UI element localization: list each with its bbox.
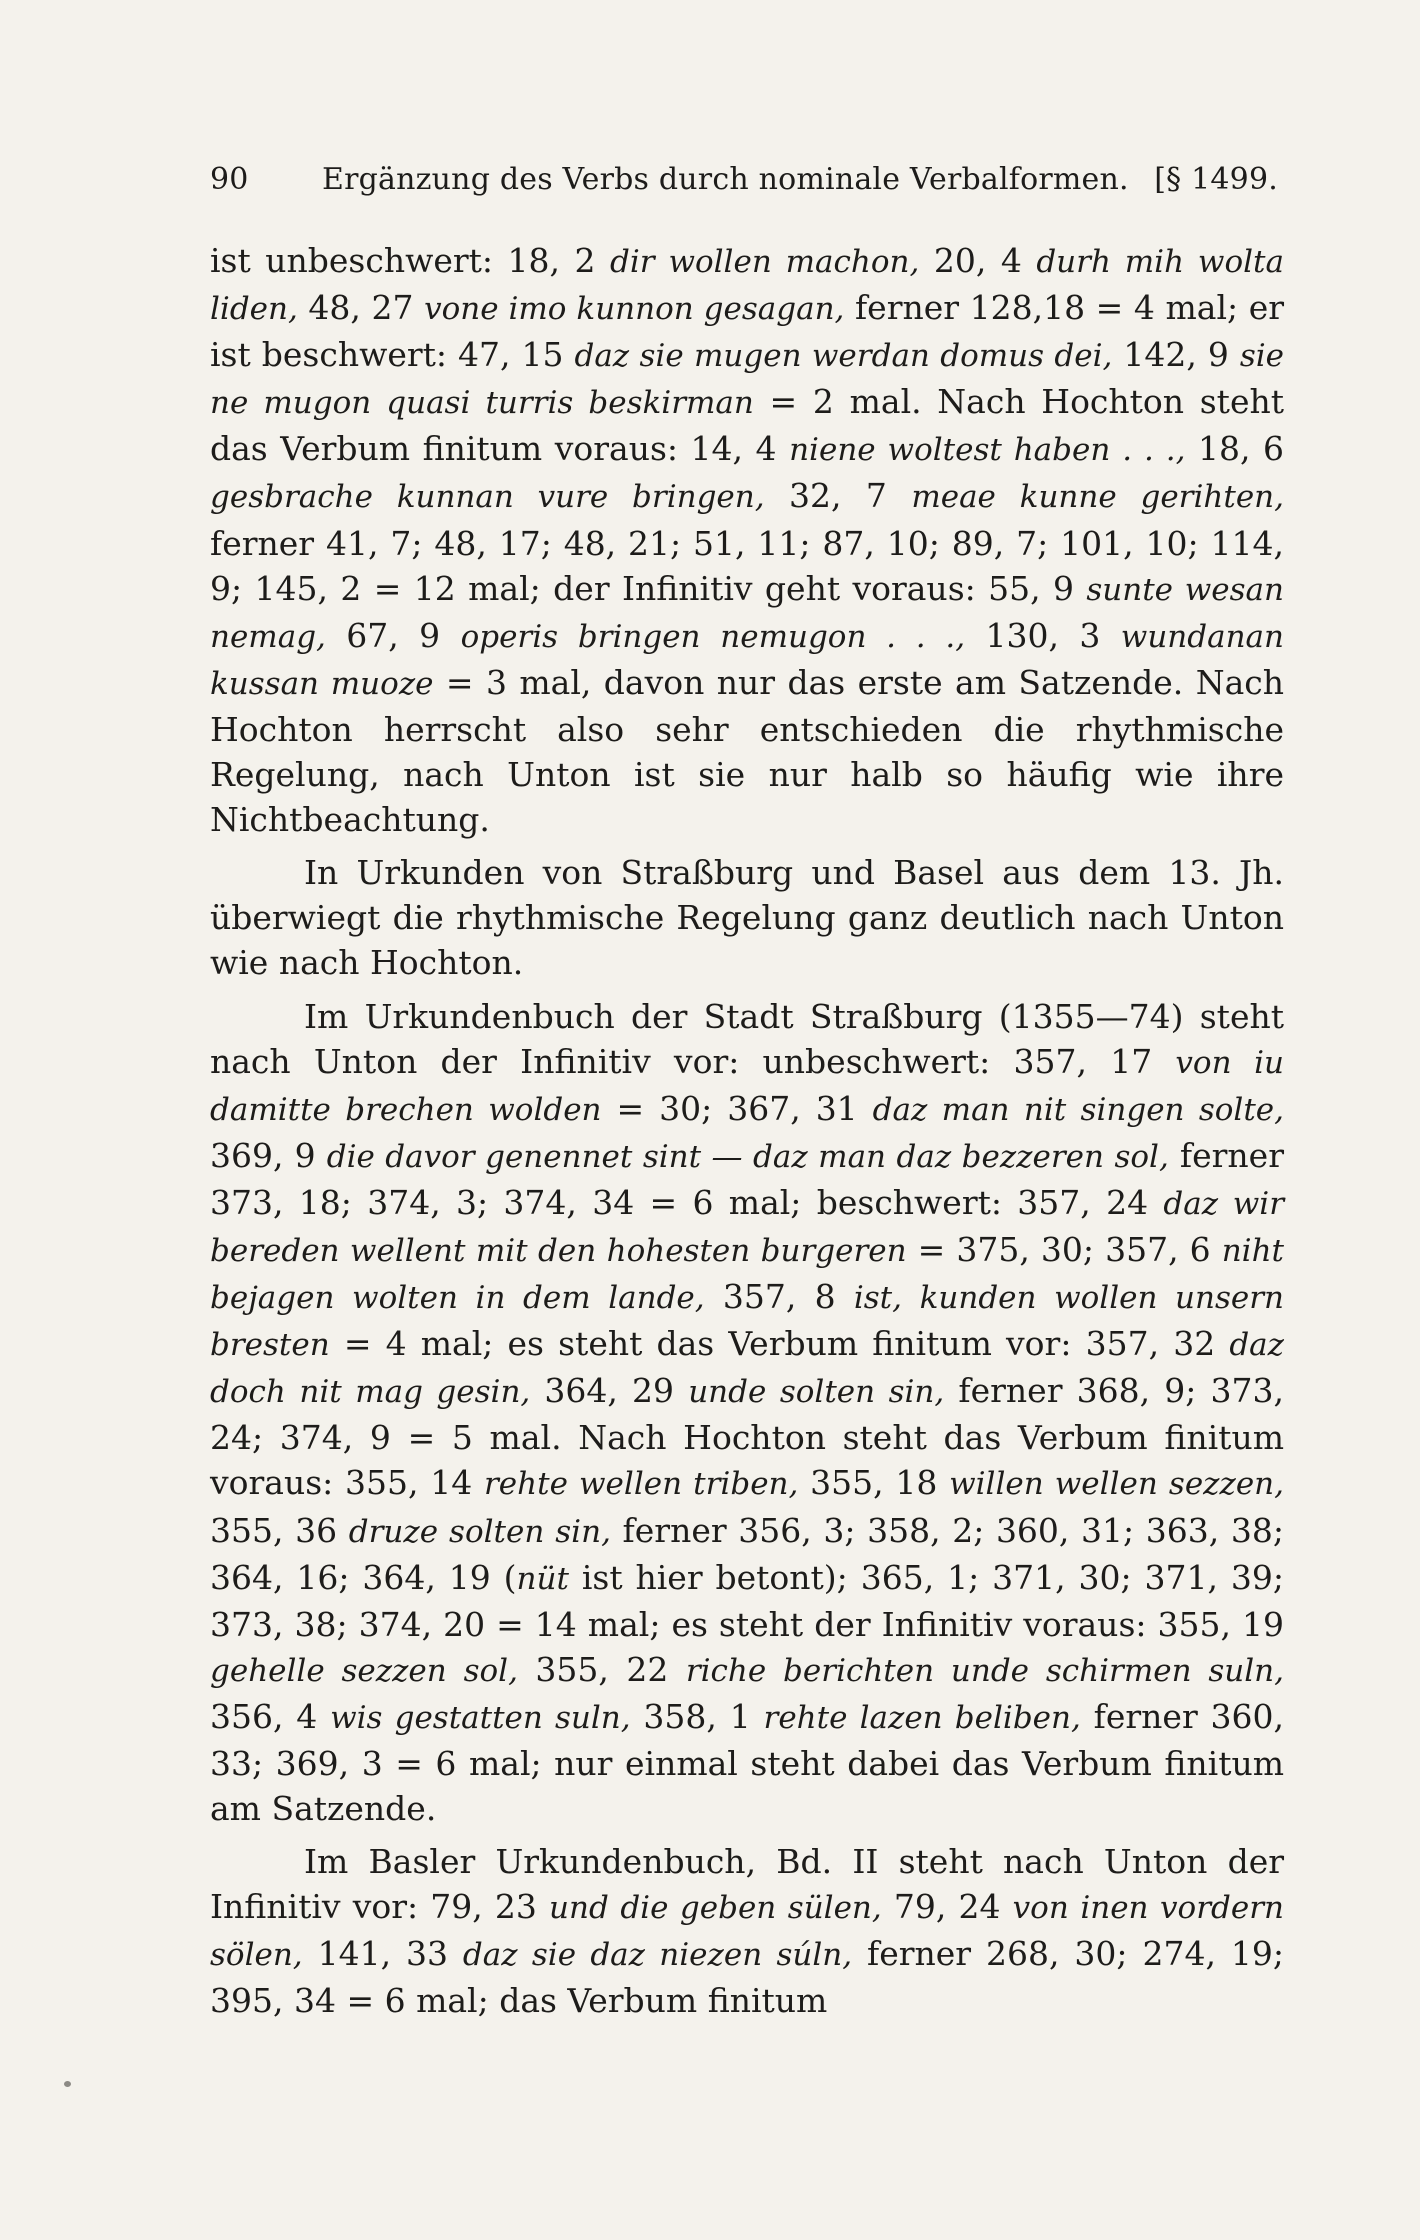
italic-quotation: daz wir bereden wellent mit den hohesten burgeren [210,1185,1285,1269]
text-run: = 3 mal, davon nur das erste am Satzende. Nach Hochton herrscht also sehr entschieden die rhythmische Regelung, nach Unton ist sie nur halb so häufig wie ihre Nichtbeachtung. [210,662,1284,840]
italic-quotation: rehte lazen beliben, [763,1699,1081,1736]
text-run: ferner 373, 18; 374, 3; 374, 34 = 6 mal; beschwert: 357, 24 [210,1135,1284,1222]
text-run: ist unbeschwert: 18, 2 [210,241,610,280]
italic-quotation: niht bejagen wolten in dem lande, [210,1232,1284,1317]
italic-quotation: durh mih wolta liden, [210,244,1284,328]
italic-quotation: gehelle sezzen sol, [210,1652,518,1689]
paragraph [210,850,1284,985]
text-run: ferner 268, 30; 274, 19; 395, 34 = 6 mal; das Verbum finitum [210,1934,1284,2021]
italic-quotation: daz doch nit mag gesin, [210,1327,1284,1411]
text-run: 48, 27 [297,288,425,328]
text-run: ferner 41, 7; 48, 17; 48, 21; 51, 11; 87, 10; 89, 7; 101, 10; 114, 9; 145, 2 = 12 mal; der Infinitiv geht voraus: 55, 9 [210,523,1284,608]
text-run: = 375, 30; 357, 6 [906,1229,1222,1269]
italic-quotation: ist, kunden wollen unsern bresten [210,1280,1285,1364]
italic-quotation: daz sie daz niezen súln, [462,1937,853,1974]
running-title: Ergänzung des Verbs durch nominale Verbalformen. [322,162,1129,197]
italic-quotation: daz sie mugen werdan domus dei, [574,338,1113,375]
italic-quotation: sunte wesan nemag, [210,571,1285,655]
text-run: 355, 18 [798,1463,950,1503]
italic-quotation: rehte wellen triben, [483,1466,799,1503]
text-run: ferner 128,18 = 4 mal; er ist beschwert: 47, 15 [210,288,1284,375]
paragraph [210,1839,1284,2023]
italic-quotation: die davor genennet sint — daz man daz bezzeren sol, [326,1138,1169,1175]
section-reference: [§ 1499. [1154,162,1278,197]
italic-quotation: willen wellen sezzen, [949,1466,1284,1503]
italic-quotation: operis bringen nemugon . . ., [460,618,966,655]
italic-quotation: gesbrache kunnan vure bringen, [210,479,765,516]
text-run: = 4 mal; es steht das Verbum finitum vor: 357, 32 [329,1324,1230,1364]
text-run: 355, 36 [210,1510,349,1550]
italic-quotation: von iu damitte brechen wolden [210,1044,1284,1128]
text-run: 355, 22 [517,1649,686,1689]
text-run: 356, 4 [210,1696,331,1736]
text-run: 130, 3 [965,615,1121,655]
text-run: ist hier betont); 365, 1; 371, 30; 371, 39; 373, 38; 374, 20 = 14 mal; es steht der Infinitiv voraus: 355, 19 [210,1557,1284,1644]
text-run: In Urkunden von Straßburg und Basel aus dem 13. Jh. überwiegt die rhythmische Regelung ganz deutlich nach Unton wie nach Hochton. [210,853,1284,983]
italic-quotation: und die geben sülen, [549,1890,882,1927]
italic-quotation: vone imo kunnon gesagan, [424,291,845,328]
italic-quotation: nüt [516,1560,569,1597]
text-run: Im Basler Urkundenbuch, Bd. II steht nach Unton der Infinitiv vor: 79, 23 [210,1842,1284,1927]
text-run: 32, 7 [764,476,912,516]
paragraph [210,238,1284,842]
italic-quotation: wis gestatten suln, [330,1699,631,1736]
page-number: 90 [210,162,249,197]
body-text [210,238,1284,2032]
text-run: = 2 mal. Nach Hochton steht das Verbum finitum voraus: 14, 4 [210,382,1284,469]
italic-quotation: meae kunne gerihten, [911,479,1284,516]
text-run: 364, 29 [530,1371,689,1411]
text-run: 141, 33 [302,1934,463,1974]
text-run: Im Urkundenbuch der Stadt Straßburg (1355—74) steht nach Unton der Infinitiv vor: unbeschwert: 357, 17 [210,996,1284,1081]
text-run: ferner 360, 33; 369, 3 = 6 mal; nur einmal steht dabei das Verbum finitum am Satzende. [210,1696,1284,1829]
text-run: 18, 6 [1185,429,1284,469]
italic-quotation: niene woltest haben . . ., [789,432,1186,469]
paper-speck [64,2081,71,2087]
italic-quotation: von inen vordern sölen, [210,1890,1284,1974]
text-run: 357, 8 [704,1277,854,1317]
italic-quotation: dir wollen machon, [610,244,920,280]
text-run: = 30; 367, 31 [601,1088,873,1128]
italic-quotation: daz man nit singen solte, [872,1091,1284,1128]
page-header [210,158,1278,202]
text-run: 142, 9 [1112,335,1240,375]
text-run: ferner 368, 9; 373, 24; 374, 9 = 5 mal. Nach Hochton steht das Verbum finitum voraus: 355, 14 [210,1371,1284,1503]
text-run: 79, 24 [881,1887,1013,1927]
text-run: 358, 1 [630,1696,764,1736]
italic-quotation: sie ne mugon quasi turris beskirman [210,338,1284,422]
italic-quotation: wundanan kussan muoze [210,618,1284,702]
text-run: 67, 9 [325,615,461,655]
italic-quotation: riche berichten unde schirmen suln, [685,1652,1284,1689]
text-run: 369, 9 [210,1135,327,1175]
italic-quotation: unde solten sin, [688,1374,945,1411]
italic-quotation: druze solten sin, [348,1513,611,1550]
paragraph [210,994,1284,1832]
text-run: ferner 356, 3; 358, 2; 360, 31; 363, 38; 364, 16; 364, 19 ( [210,1510,1284,1597]
text-run: 20, 4 [919,241,1037,280]
